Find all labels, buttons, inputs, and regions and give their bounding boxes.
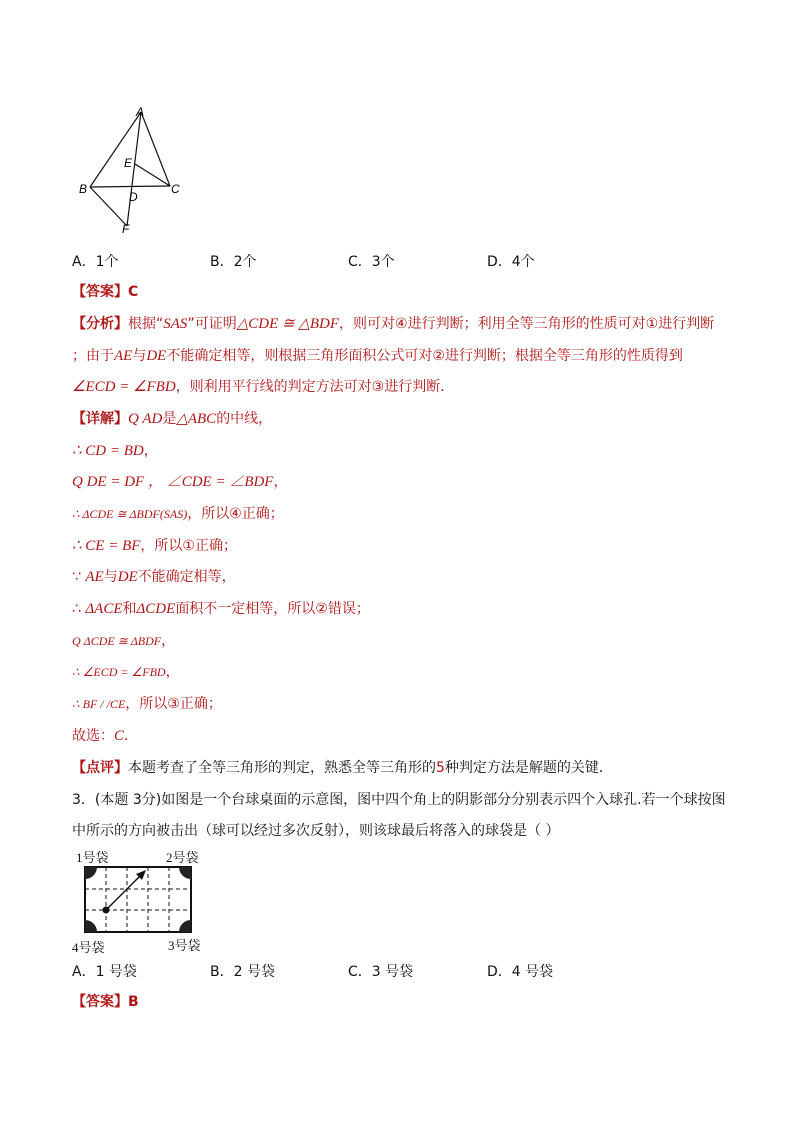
q2-detail-line-5: [72, 537, 237, 555]
q2-detail-line-7: [72, 600, 370, 618]
pocket-label-3: 3号袋: [168, 938, 201, 953]
label-a: A: [136, 105, 145, 119]
detail-math: Q ΔCDE ≅ ΔBDF: [72, 634, 162, 648]
q2-option-c[interactable]: C．3个: [348, 254, 395, 270]
q3-answer: [72, 993, 139, 1011]
q2-detail-line-4: [72, 505, 284, 523]
pocket-2-icon: [179, 867, 191, 879]
analysis-math: DE: [146, 348, 167, 364]
q3-stem-line-2: 中所示的方向被击出（球可以经过多次反射），则该球最后将落入的球袋是（ ）: [72, 823, 560, 839]
q2-comment: [72, 759, 613, 777]
pocket-label-2: 2号袋: [166, 850, 199, 865]
detail-math: AE: [85, 569, 104, 585]
analysis-math: AE: [114, 348, 133, 364]
detail-tag: 【详解】: [72, 411, 128, 427]
triangle-figure: [70, 100, 190, 235]
answer-tag: 【答案】: [72, 994, 128, 1010]
detail-math: Q DE = DF ， ∠CDE = ∠BDF: [72, 474, 274, 490]
detail-text: 和: [122, 601, 137, 617]
q2-analysis-line-1: [72, 315, 714, 333]
q2-analysis-line-2: [72, 347, 683, 365]
detail-math: ΔCDE: [136, 601, 176, 617]
analysis-text: 根据“: [128, 316, 164, 332]
q3-option-c[interactable]: C．3 号袋: [348, 964, 414, 980]
q2-detail-line-6: [72, 568, 236, 586]
detail-math: Q: [128, 411, 143, 427]
detail-text: ．: [124, 728, 139, 744]
label-e: E: [124, 156, 133, 170]
q2-detail-line-2: [72, 442, 158, 460]
detail-text: ，: [273, 474, 288, 490]
detail-math: ∴ CE = BF: [72, 538, 141, 554]
detail-text: 不能确定相等，: [137, 569, 236, 585]
detail-text: 故选：: [72, 728, 114, 744]
q3-option-d[interactable]: D．4 号袋: [487, 964, 554, 980]
q2-analysis-line-3: [72, 378, 454, 396]
pocket-label-4: 4号袋: [72, 940, 105, 955]
comment-text: 种判定方法是解题的关键．: [444, 760, 613, 776]
detail-text: 是: [162, 411, 177, 427]
label-c: C: [171, 182, 180, 196]
billiard-table-figure: [84, 866, 194, 934]
detail-text: 面积不一定相等，所以②错误；: [175, 601, 370, 617]
detail-math: △ABC: [176, 411, 217, 427]
detail-math: DE: [117, 569, 138, 585]
pocket-4-icon: [85, 920, 97, 932]
detail-math: AD: [142, 411, 163, 427]
pocket-label-1: 1号袋: [76, 850, 109, 865]
detail-text: ，所以①正确；: [140, 538, 237, 554]
detail-math: ∴ ∠ECD = ∠FBD: [72, 665, 166, 679]
detail-text: ，所以③正确；: [125, 696, 222, 712]
analysis-text: ，则利用平行线的判定方法可对③进行判断．: [175, 379, 455, 395]
analysis-tag: 【分析】: [72, 316, 128, 332]
detail-text: 的中线，: [216, 411, 273, 427]
analysis-text: 不能确定相等，则根据三角形面积公式可对②进行判断；根据全等三角形的性质得到: [166, 348, 683, 364]
ball-icon: [103, 907, 110, 914]
detail-text: ∴: [72, 601, 86, 617]
analysis-math: ∠ECD = ∠FBD: [72, 379, 176, 395]
analysis-text: ；由于: [72, 348, 114, 364]
analysis-text: 与: [132, 348, 147, 364]
q2-detail-line-10: [72, 695, 222, 713]
q2-detail-line-3: [72, 473, 287, 491]
detail-text: ∵: [72, 569, 86, 585]
analysis-math: SAS: [163, 316, 188, 332]
q2-option-d[interactable]: D．4个: [487, 254, 535, 270]
answer-value: B: [128, 994, 139, 1010]
detail-math: C: [114, 728, 125, 744]
detail-text: ，: [143, 443, 158, 459]
q2-detail-line-1: [72, 410, 272, 428]
q2-option-b[interactable]: B．2个: [210, 254, 257, 270]
detail-text: ，所以④正确；: [187, 506, 284, 522]
pocket-3-icon: [179, 920, 191, 932]
detail-text: ，: [161, 633, 176, 649]
q2-detail-line-11: [72, 727, 138, 745]
detail-math: ΔACE: [85, 601, 123, 617]
analysis-math: △CDE ≅ △BDF: [236, 316, 340, 332]
label-d: D: [129, 190, 138, 204]
q3-option-a[interactable]: A．1 号袋: [72, 964, 137, 980]
q2-detail-line-8: [72, 632, 175, 650]
comment-number: 5: [436, 760, 445, 776]
detail-text: 与: [103, 569, 118, 585]
q2-option-a[interactable]: A．1个: [72, 254, 119, 270]
comment-text: 本题考查了全等三角形的判定，熟悉全等三角形的: [128, 760, 436, 776]
answer-tag: 【答案】: [72, 284, 128, 300]
detail-text: ，: [165, 664, 180, 680]
comment-tag: 【点评】: [72, 760, 128, 776]
answer-value: C: [128, 284, 139, 300]
detail-math: ∴ CD = BD: [72, 443, 144, 459]
pocket-1-icon: [85, 867, 97, 879]
label-b: B: [79, 182, 88, 196]
analysis-text: ，则可对④进行判断；利用全等三角形的性质可对①进行判断: [339, 316, 715, 332]
q2-detail-line-9: [72, 663, 180, 681]
label-f: F: [122, 222, 130, 235]
detail-math: ∴ BF / /CE: [72, 697, 126, 711]
q3-stem-line-1: 3．(本题 3分)如图是一个台球桌面的示意图，图中四个角上的阴影部分分别表示四个入球孔.若一个球按图: [72, 792, 726, 808]
detail-math: ∴ ΔCDE ≅ ΔBDF(SAS): [72, 507, 188, 521]
analysis-text: ”可证明: [187, 316, 237, 332]
q3-option-b[interactable]: B．2 号袋: [210, 964, 275, 980]
q2-answer: [72, 283, 138, 301]
